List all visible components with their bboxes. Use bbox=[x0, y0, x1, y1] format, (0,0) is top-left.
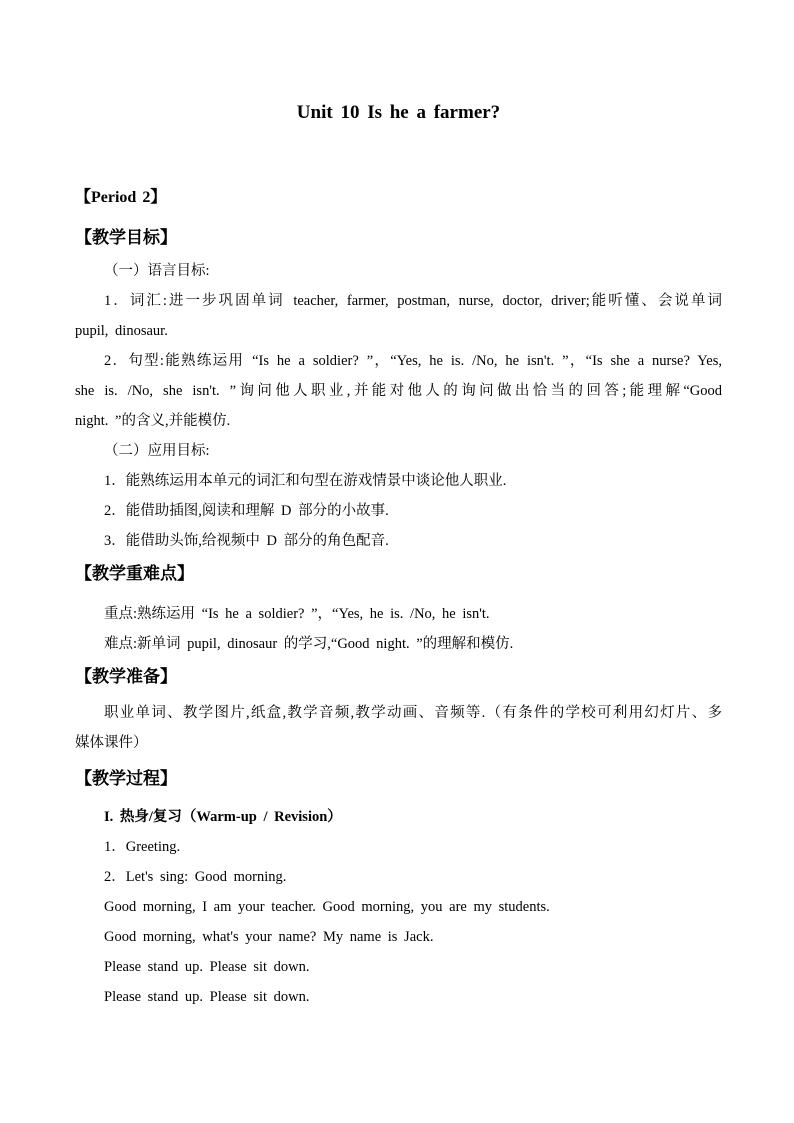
song-line-4: Please stand up. Please sit down. bbox=[104, 989, 310, 1005]
application-goal-3: 3．能借助头饰,给视频中 D 部分的角色配音. bbox=[104, 533, 389, 549]
application-goals-subheading: （二）应用目标: bbox=[104, 443, 210, 459]
application-goal-2: 2．能借助插图,阅读和理解 D 部分的小故事. bbox=[104, 503, 389, 519]
period-heading: 【Period 2】 bbox=[75, 189, 167, 206]
key-point-line: 重点:熟练运用 “Is he a soldier? ”，“Yes, he is. /No, he isn't. bbox=[104, 606, 490, 622]
song-line-3: Please stand up. Please sit down. bbox=[104, 959, 310, 975]
teaching-goals-heading: 【教学目标】 bbox=[75, 228, 177, 247]
warmup-item-greeting: 1．Greeting. bbox=[104, 839, 181, 855]
vocab-goal-line-1: 1．词汇:进一步巩固单词 teacher, farmer, postman, nurse, doctor, driver;能听懂、会说单词 bbox=[104, 293, 722, 309]
preparation-line-2: 媒体课件） bbox=[75, 735, 148, 751]
song-line-2: Good morning, what's your name? My name is Jack. bbox=[104, 929, 434, 945]
song-line-1: Good morning, I am your teacher. Good morning, you are my students. bbox=[104, 899, 550, 915]
sentence-goal-line-1: 2．句型:能熟练运用 “Is he a soldier? ”，“Yes, he is. /No, he isn't. ”，“Is she a nurse? Yes, bbox=[104, 353, 722, 369]
preparation-heading: 【教学准备】 bbox=[75, 667, 177, 686]
sentence-goal-line-3: night. ”的含义,并能模仿. bbox=[75, 413, 231, 429]
key-points-heading: 【教学重难点】 bbox=[75, 564, 194, 583]
language-goals-subheading: （一）语言目标: bbox=[104, 263, 210, 279]
difficult-point-line: 难点:新单词 pupil, dinosaur 的学习,“Good night. ”的理解和模仿. bbox=[104, 636, 514, 652]
application-goal-1: 1．能熟练运用本单元的词汇和句型在游戏情景中谈论他人职业. bbox=[104, 473, 507, 489]
vocab-goal-line-2: pupil, dinosaur. bbox=[75, 323, 168, 339]
process-heading: 【教学过程】 bbox=[75, 769, 177, 788]
warmup-step-heading: I. 热身/复习（Warm-up / Revision） bbox=[104, 809, 342, 825]
warmup-item-lets-sing: 2．Let's sing: Good morning. bbox=[104, 869, 287, 885]
sentence-goal-line-2: she is. /No, she isn't. ”询问他人职业,并能对他人的询问做出恰当的回答;能理解“Good bbox=[75, 383, 722, 399]
doc-title: Unit 10 Is he a farmer? bbox=[296, 102, 501, 123]
preparation-line-1: 职业单词、教学图片,纸盒,教学音频,教学动画、音频等.（有条件的学校可利用幻灯片、多 bbox=[104, 705, 722, 721]
